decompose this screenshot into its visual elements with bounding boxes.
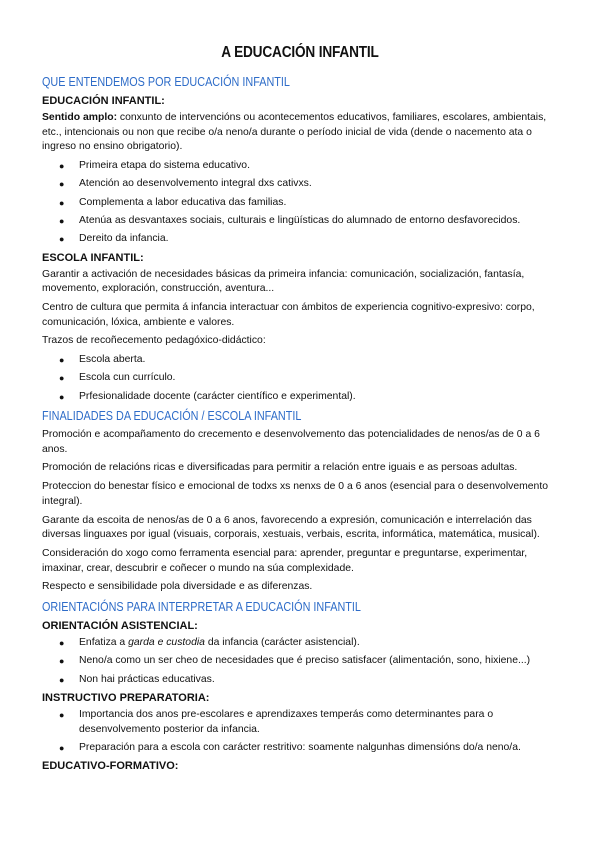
- finalidades-paragraph: Garante da escoita de nenos/as de 0 a 6 anos, favorecendo a expresión, comunicación e interrelación das diversas linguaxes por igual (visuais, corporais, xestuais, verbais, escrita, informática, matemática, musical).: [42, 514, 540, 541]
- list-item: [42, 232, 562, 247]
- list-item-text: Preparación para a escola con carácter restritivo: soamente nalgunhas dimensións do/a neno/a.: [79, 741, 521, 753]
- sentido-amplo-label: Sentido amplo:: [42, 112, 118, 123]
- list-item: [42, 390, 562, 405]
- finalidades-paragraph: Promoción e acompañamento do crecemento e desenvolvemento das potencialidades de nenos/as de 0 a 6 anos.: [42, 429, 540, 455]
- sentido-amplo-paragraph: [42, 111, 562, 155]
- bullet-icon: ●: [59, 197, 65, 208]
- bullet-icon: ●: [59, 234, 65, 245]
- section-heading-finalidades: FINALIDADES DA EDUCACIÓN / ESCOLA INFANTIL: [42, 409, 302, 423]
- finalidades-paragraph: Respecto e sensibilidade pola diversidade e as diferenzas.: [42, 581, 313, 593]
- list-item: [42, 214, 562, 229]
- list-item-text: Neno/a como un ser cheo de necesidades que é preciso satisfacer (alimentación, sono, hixiene...): [79, 655, 531, 667]
- escola-paragraph-1: Garantir a activación de necesidades básicas da primeira infancia: comunicación, socialización, fantasía, movemento, exploración, construcción, aventura...: [42, 268, 525, 295]
- bullet-icon: ●: [59, 391, 65, 402]
- bullet-icon: ●: [59, 355, 65, 366]
- bullet-icon: ●: [59, 179, 65, 190]
- bullet-icon: ●: [59, 638, 65, 649]
- list-item: [42, 371, 562, 386]
- asistencial-list: [42, 636, 562, 687]
- subheading-escola-infantil: ESCOLA INFANTIL:: [42, 251, 144, 264]
- bullet-icon: ●: [59, 709, 65, 720]
- bullet-icon: ●: [59, 742, 65, 753]
- subheading-instructivo-preparatoria: INSTRUCTIVO PREPARATORIA:: [42, 691, 210, 704]
- list-item: [42, 708, 562, 737]
- bullet-icon: ●: [59, 373, 65, 384]
- escola-infantil-list: [42, 353, 562, 404]
- list-item-text: Prfesionalidade docente (carácter científico e experimental).: [79, 390, 356, 402]
- instructivo-list: [42, 708, 562, 756]
- list-item-text: Dereito da infancia.: [79, 233, 169, 245]
- list-item: [42, 673, 562, 688]
- list-item: [42, 353, 562, 368]
- emphasis-text: garda e custodia: [128, 637, 205, 649]
- list-item: [42, 196, 562, 211]
- bullet-icon: ●: [59, 216, 65, 226]
- subheading-educacion-infantil: EDUCACIÓN INFANTIL:: [42, 95, 165, 107]
- list-item-text: Escola aberta.: [79, 354, 146, 366]
- list-item-text: Importancia dos anos pre-escolares e aprendizaxes temperás como determinantes para o desenvolvemento posterior da infancia.: [79, 708, 494, 735]
- document-title: A EDUCACIÓN INFANTIL: [221, 44, 379, 61]
- list-item-text: Escola cun currículo.: [79, 372, 176, 384]
- subheading-educativo-formativo: EDUCATIVO-FORMATIVO:: [42, 760, 179, 773]
- list-item: [42, 654, 562, 669]
- section-heading-orientacions: ORIENTACIÓNS PARA INTERPRETAR A EDUCACIÓN INFANTIL: [42, 600, 361, 615]
- subheading-orientacion-asistencial: ORIENTACIÓN ASISTENCIAL:: [42, 620, 198, 633]
- list-item-text: Atenúa as desvantaxes sociais, culturais e lingüísticas do alumnado de entorno desfavorecidos.: [79, 215, 521, 226]
- list-item-text: da infancia (carácter asistencial).: [204, 637, 360, 649]
- sentido-amplo-text: conxunto de intervencións ou acontecementos educativos, familiares, escolares, ambientais, etc., intencionais ou non que recibe o/a neno/a durante o período inicial de vida (dende o nacemento ata o ingreso no ensino obrigatorio).: [42, 112, 547, 153]
- bullet-icon: ●: [59, 161, 65, 172]
- trazos-paragraph: Trazos de recoñecemento pedagóxico-didáctico:: [42, 335, 266, 347]
- list-item: [42, 741, 562, 756]
- educacion-infantil-list: [42, 159, 562, 247]
- list-item-text: Complementa a labor educativa das familias.: [79, 196, 287, 208]
- list-item: [42, 177, 562, 192]
- escola-paragraph-2: Centro de cultura que permita á infancia interactuar con ámbitos de experiencia cognitivo-expresivo: corpo, comunicación, lóxica, ambiente e valores.: [42, 302, 535, 328]
- bullet-icon: ●: [59, 656, 65, 667]
- finalidades-paragraph: Consideración do xogo como ferramenta esencial para: aprender, preguntar e preguntarse, experimentar, imaxinar, crear, descubrir e coñecer o mundo na súa complexidade.: [42, 547, 528, 574]
- list-item-text: Atención ao desenvolvemento integral dxs cativxs.: [79, 178, 312, 190]
- finalidades-paragraph: Proteccion do benestar físico e emocional de todxs xs nenxs de 0 a 6 anos (esencial para o desenvolvemento integral).: [42, 481, 548, 507]
- list-item: [42, 159, 562, 174]
- list-item-text: Primeira etapa do sistema educativo.: [79, 160, 250, 172]
- list-item: [42, 636, 562, 651]
- document-content: [42, 72, 562, 776]
- section-heading-que-entendemos: QUE ENTENDEMOS POR EDUCACIÓN INFANTIL: [42, 75, 290, 89]
- finalidades-paragraph: Promoción de relacións ricas e diversificadas para permitir a relación entre iguais e as persoas adultas.: [42, 462, 518, 474]
- bullet-icon: ●: [59, 674, 65, 685]
- list-item-text: Non hai prácticas educativas.: [79, 673, 215, 685]
- list-item-text: Enfatiza a: [79, 637, 129, 649]
